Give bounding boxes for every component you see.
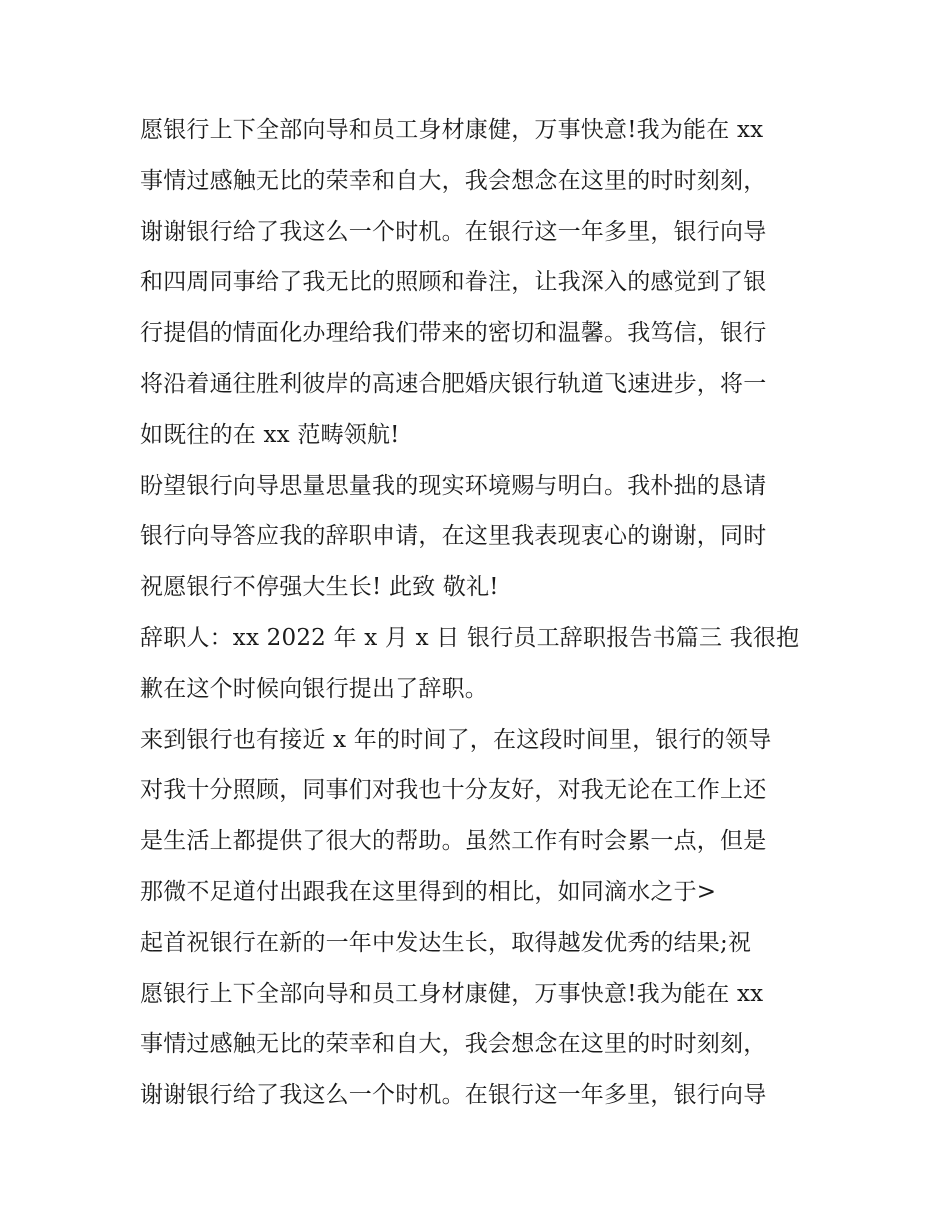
text-line-11: 辞职人：xx 2022 年 x 月 x 日 银行员工辞职报告书篇三 我很抱 <box>140 624 800 651</box>
text-line-2: 事情过感触无比的荣幸和自大，我会想念在这里的时时刻刻， <box>140 167 767 194</box>
text-line-4: 和四周同事给了我无比的照顾和眷注，让我深入的感觉到了银 <box>140 269 767 296</box>
text-line-9: 银行向导答应我的辞职申请，在这里我表现衷心的谢谢，同时 <box>140 523 767 550</box>
text-line-17: 起首祝银行在新的一年中发达生长，取得越发优秀的结果;祝 <box>140 929 752 956</box>
text-line-14: 对我十分照顾，同事们对我也十分友好，对我无论在工作上还 <box>140 777 767 804</box>
text-line-12: 歉在这个时候向银行提出了辞职。 <box>140 675 488 702</box>
text-line-5: 行提倡的情面化办理给我们带来的密切和温馨。我笃信，银行 <box>140 320 767 347</box>
text-line-1: 愿银行上下全部向导和员工身材康健，万事快意!我为能在 xx <box>140 117 764 143</box>
document-body <box>140 105 840 1121</box>
text-line-16: 那微不足道付出跟我在这里得到的相比，如同滴水之于> <box>140 878 717 905</box>
text-line-7: 如既往的在 xx 范畴领航! <box>140 421 400 448</box>
text-line-18: 愿银行上下全部向导和员工身材康健，万事快意!我为能在 xx <box>140 980 764 1007</box>
text-line-3: 谢谢银行给了我这么一个时机。在银行这一年多里，银行向导 <box>140 218 767 245</box>
text-line-19: 事情过感触无比的荣幸和自大，我会想念在这里的时时刻刻， <box>140 1031 767 1058</box>
text-line-13: 来到银行也有接近 x 年的时间了，在这段时间里，银行的领导 <box>140 726 772 753</box>
text-line-20: 谢谢银行给了我这么一个时机。在银行这一年多里，银行向导 <box>140 1082 767 1109</box>
text-line-10: 祝愿银行不停强大生长! 此致 敬礼! <box>140 574 499 601</box>
text-line-15: 是生活上都提供了很大的帮助。虽然工作有时会累一点，但是 <box>140 828 767 855</box>
text-line-6: 将沿着通往胜利彼岸的高速合肥婚庆银行轨道飞速进步，将一 <box>140 370 767 397</box>
text-line-8: 盼望银行向导思量思量我的现实环境赐与明白。我朴拙的恳请 <box>140 472 767 499</box>
